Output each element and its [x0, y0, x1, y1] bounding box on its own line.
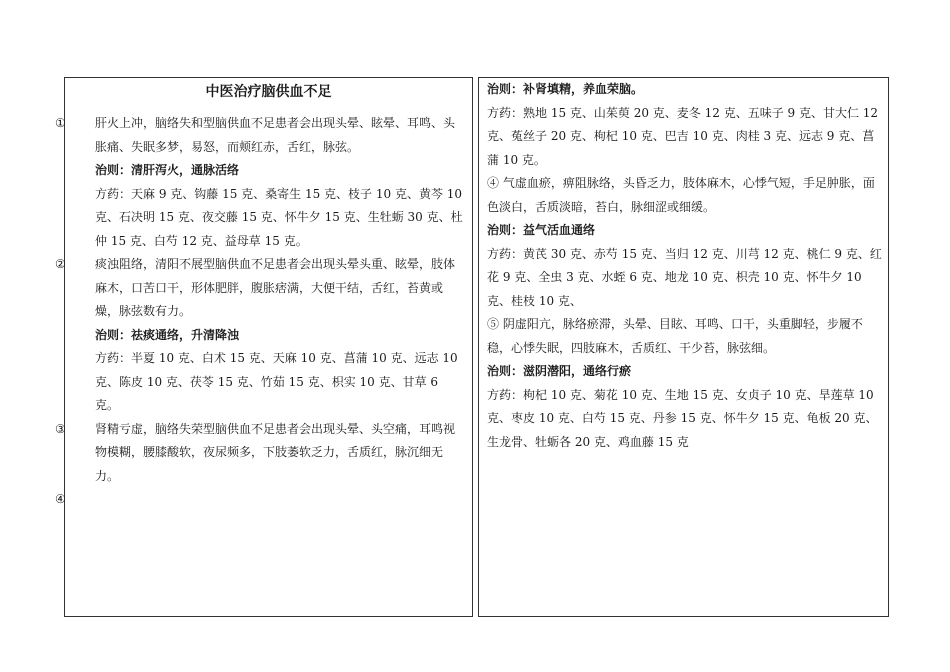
- item-number: ②: [55, 257, 66, 271]
- symptom-text: 肝火上冲，脑络失和型脑供血不足患者会出现头晕、眩晕、耳鸣、头胀痛、失眠多梦，易怒，而颊红赤，舌红，脉弦。: [95, 116, 456, 154]
- page-title: 中医治疗脑供血不足: [205, 84, 332, 100]
- left-column: [55, 77, 473, 617]
- symptom-paragraph: [55, 253, 464, 324]
- text-paragraph: 方药：熟地 15 克、山茱萸 20 克、麦冬 12 克、五味子 9 克、甘大仁 12 克、菟丝子 20 克、枸杞 10 克、巴吉 10 克、肉桂 3 克、远志 9 克、菖蒲 10 克。: [487, 105, 879, 167]
- treatment-principle: 治则：补肾填精，养血荣脑。: [487, 82, 644, 96]
- text-paragraph: ④ 气虚血瘀，痹阻脉络，头昏乏力，肢体麻木，心悸气短，手足肿胀，面色淡白，舌质淡暗，苔白，脉细涩或细缓。: [487, 176, 875, 214]
- right-column: [478, 77, 889, 617]
- item-number: ③: [55, 421, 66, 436]
- treatment-principle: 治则：滋阴潜阳，通络行瘀: [487, 364, 632, 378]
- treatment-principle: 治则：清肝泻火，通脉活络: [95, 163, 240, 177]
- symptom-paragraph: [55, 112, 464, 159]
- symptom-text: 肾精亏虚，脑络失荣型脑供血不足患者会出现头晕、头空痛，耳鸣视物模糊，腰膝酸软，夜尿频多，下肢萎软乏力，舌质红，脉沉细无力。: [95, 421, 456, 483]
- treatment-principle: 治则：益气活血通络: [487, 223, 596, 237]
- text-paragraph: 方药：黄芪 30 克、赤芍 15 克、当归 12 克、川芎 12 克、桃仁 9 克、红花 9 克、全虫 3 克、水蛭 6 克、地龙 10 克、枳壳 10 克、怀牛夕 10 克、桂枝 10 克、: [487, 246, 882, 308]
- symptom-text: 痰浊阻络，清阳不展型脑供血不足患者会出现头晕头重、眩晕，肢体麻木，口苦口干，形体肥胖，腹胀痞满，大便干结，舌红，苔黄或燥，脉弦数有力。: [95, 257, 456, 318]
- symptom-paragraph: [55, 418, 464, 489]
- text-paragraph: ⑤ 阴虚阳亢，脉络瘀滞，头晕、目眩、耳鸣、口干，头重脚轻，步履不稳，心悸失眠，四肢麻木，舌质红、干少苔，脉弦细。: [487, 317, 863, 355]
- prescription-paragraph: 方药：半夏 10 克、白术 15 克、天麻 10 克、菖蒲 10 克、远志 10 克、陈皮 10 克、茯苓 15 克、竹茹 15 克、枳实 10 克、甘草 6 克。: [95, 351, 458, 412]
- prescription-paragraph: 方药：天麻 9 克、钩藤 15 克、桑寄生 15 克、枝子 10 克、黄芩 10 克、石决明 15 克、夜交藤 15 克、怀牛夕 15 克、生牡蛎 30 克、杜仲 15 克、白芍 12 克、益母草 15 克。: [95, 186, 463, 248]
- item-number: ①: [55, 116, 66, 130]
- left-content: [55, 108, 472, 512]
- text-paragraph: 方药：枸杞 10 克、菊花 10 克、生地 15 克、女贞子 10 克、旱莲草 10 克、枣皮 10 克、白芍 15 克、丹参 15 克、怀牛夕 15 克、龟板 20 克、生龙骨、牡蛎各 20 克、鸡血藤 15 克: [487, 387, 878, 449]
- treatment-principle: 治则：祛痰通络，升清降浊: [95, 327, 240, 342]
- right-content: [479, 78, 888, 454]
- item-number: ④: [55, 492, 66, 506]
- symptom-paragraph: [55, 488, 464, 512]
